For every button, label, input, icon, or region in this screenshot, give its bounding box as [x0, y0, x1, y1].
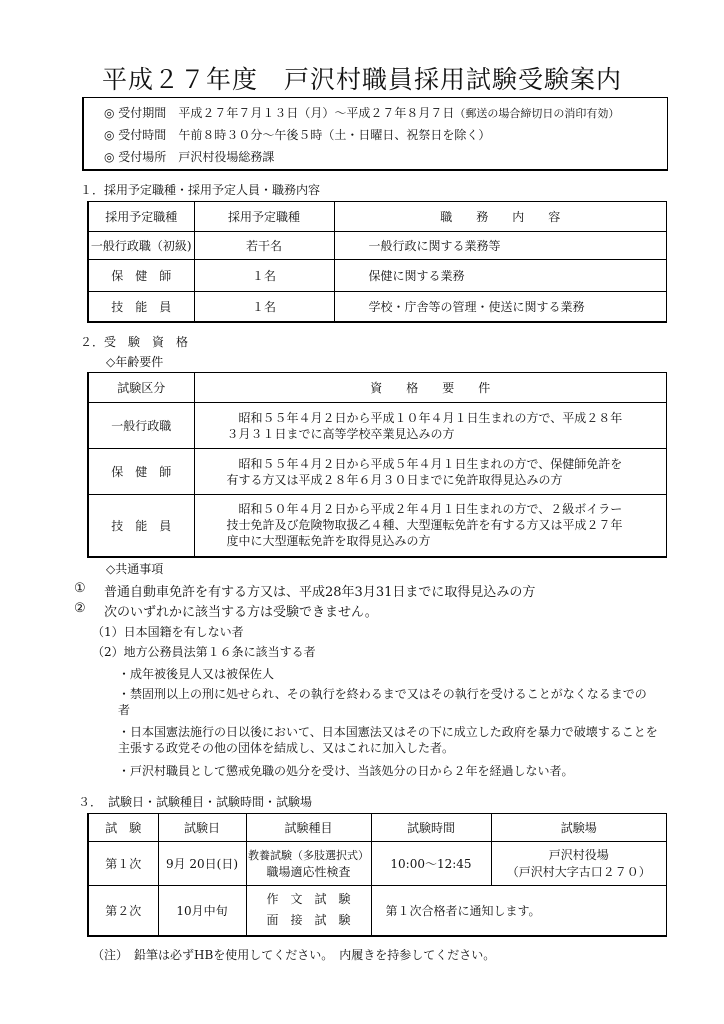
list-item: ・成年被後見人又は被保佐人: [118, 667, 275, 681]
exclusion-1: （1）日本国籍を有しない者: [92, 625, 244, 639]
table-row: 保 健 師 １名 保健に関する業務: [88, 260, 667, 292]
table-row: 第１次 9月 20日(日) 教養試験（多肢選択式） 職場適応性検査 10:00～12:45 戸沢村役場 （戸沢村大字古口２７０）: [88, 842, 667, 886]
table-row: 技 能 員 昭和５０年４月２日から平成２年４月１日生まれの方で、２級ボイラー技士免許及び危険物取扱乙４種、大型運転免許を有する方又は平成２７年度中に大型運転免許を取得見込みの方: [88, 495, 667, 557]
list-item: ・禁固刑以上の刑に処せられ、その執行を終わるまで又はその執行を受けることがなくなるまでの者: [118, 687, 647, 717]
page-title: 平成２７年度 戸沢村職員採用試験受験案内: [101, 65, 622, 94]
qualification-table: [87, 372, 667, 558]
header-time: 試験時間: [371, 814, 491, 842]
reception-period: ◎ 受付期間 平成２７年７月１３日（月）～平成２７年８月７日（郵送の場合締切日の消印有効）: [104, 106, 620, 120]
header-stage: 試 験: [88, 814, 158, 842]
table-row: 一般行政職（初級) 若干名 一般行政に関する業務等: [88, 232, 667, 260]
table-row: 第２次 10月中旬 作 文 試 験 面 接 試 験 第１次合格者に通知します。: [88, 886, 667, 936]
common-item-2: ② 次のいずれかに該当する方は受験できません。: [74, 601, 378, 620]
header-requirements: 資 格 要 件: [194, 373, 667, 403]
header-place: 試験場: [491, 814, 667, 842]
positions-table: [87, 201, 667, 323]
age-requirement-heading: ◇年齢要件: [106, 355, 164, 369]
header-subject: 試験種目: [246, 814, 371, 842]
reception-hours: ◎ 受付時間 午前８時３０分～午後５時（土・日曜日、祝祭日を除く）: [104, 128, 491, 142]
header-count: 採用予定職種: [194, 202, 334, 232]
footnote: （注） 鉛筆は必ずHBを使用してください。 内履きを持参してください。: [92, 948, 496, 962]
header-position: 採用予定職種: [88, 202, 194, 232]
table-row: 技 能 員 １名 学校・庁舎等の管理・使送に関する業務: [88, 292, 667, 322]
common-item-1: ① 普通自動車免許を有する方又は、平成28年3月31日までに取得見込みの方: [74, 581, 536, 600]
section1-heading: １．採用予定職種・採用予定人員・職務内容: [80, 183, 321, 197]
section3-heading: ３． 試験日・試験種目・試験時間・試験場: [78, 795, 313, 809]
section2-heading: ２．受 験 資 格: [80, 335, 189, 349]
reception-place: ◎ 受付場所 戸沢村役場総務課: [104, 150, 275, 164]
common-requirements-heading: ◇共通事項: [106, 562, 164, 576]
header-category: 試験区分: [88, 373, 194, 403]
table-row: 保 健 師 昭和５５年４月２日から平成５年４月１日生まれの方で、保健師免許を有する方又は平成２８年６月３０日までに免許取得見込みの方: [88, 449, 667, 495]
exam-schedule-table: [87, 813, 667, 937]
header-date: 試験日: [158, 814, 246, 842]
exclusion-2: （2）地方公務員法第１６条に該当する者: [92, 645, 316, 659]
list-item: ・日本国憲法施行の日以後において、日本国憲法又はその下に成立した政府を暴力で破壊することを主張する政党その他の団体を結成し、又はこれに加入した者。: [118, 725, 658, 755]
reception-info-box: [82, 97, 668, 171]
list-item: ・戸沢村職員として懲戒免職の処分を受け、当該処分の日から２年を経過しない者。: [118, 764, 574, 778]
table-row: 一般行政職 昭和５５年４月２日から平成１０年４月１日生まれの方で、平成２８年３月３１日までに高等学校卒業見込みの方: [88, 403, 667, 449]
header-duties: 職 務 内 容: [334, 202, 667, 232]
